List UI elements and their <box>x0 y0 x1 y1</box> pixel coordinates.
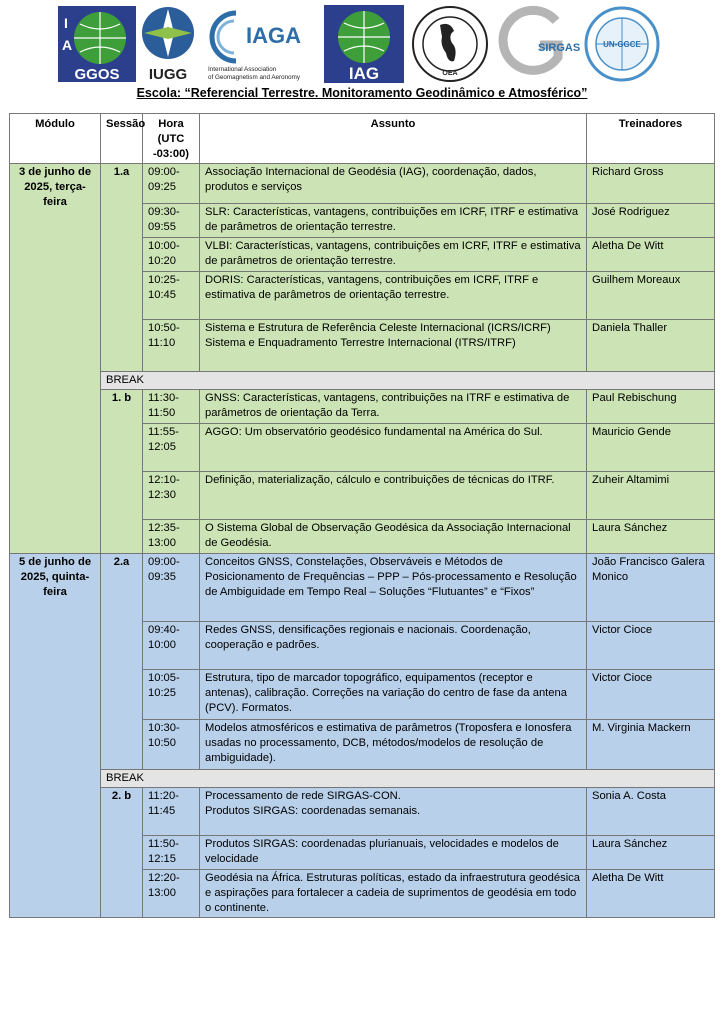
trainer-cell: João Francisco Galera Monico <box>587 554 715 622</box>
trainer-cell: M. Virginia Mackern <box>587 720 715 770</box>
session-cell: 1.a <box>101 164 143 372</box>
schedule-row <box>10 390 715 424</box>
time-cell: 09:30-09:55 <box>143 204 200 238</box>
trainer-cell: José Rodriguez <box>587 204 715 238</box>
header-modulo: Módulo <box>10 114 101 164</box>
session-cell: 2.a <box>101 554 143 770</box>
module-cell: 3 de junho de 2025, terça-feira <box>10 164 101 554</box>
ipgh-text: OEA <box>442 70 458 77</box>
un-ggcee-text: UN-GGCE <box>603 40 641 49</box>
subject-cell: AGGO: Um observatório geodésico fundamental na América do Sul. <box>200 424 587 472</box>
break-label: BREAK <box>101 770 715 788</box>
subject-cell: Estrutura, tipo de marcador topográfico, equipamentos (receptor e antenas), calibração. Correções na variação do centro de fase da antena (PCV). Formatos. <box>200 670 587 720</box>
header-assunto: Assunto <box>200 114 587 164</box>
sirgas-text: SIRGAS <box>538 42 581 54</box>
schedule-row <box>10 788 715 836</box>
subject-cell: SLR: Características, vantagens, contribuições em ICRF, ITRF e estimativa de parâmetros de orientação terrestre. <box>200 204 587 238</box>
subject-cell: Geodésia na África. Estruturas políticas, estado da infraestrutura geodésica e aspirações para fortalecer a cadeia de suprimentos de geodésia em todo o continente. <box>200 870 587 918</box>
iaga-text: IAGA <box>246 23 301 48</box>
trainer-cell: Sonia A. Costa <box>587 788 715 836</box>
trainer-cell: Richard Gross <box>587 164 715 204</box>
trainer-cell: Mauricio Gende <box>587 424 715 472</box>
un-ggcee-logo <box>578 4 666 84</box>
header-treinadores: Treinadores <box>587 114 715 164</box>
header-row <box>10 114 715 164</box>
trainer-cell: Victor Cioce <box>587 622 715 670</box>
trainer-cell: Aletha De Witt <box>587 238 715 272</box>
time-cell: 10:00-10:20 <box>143 238 200 272</box>
break-row <box>10 770 715 788</box>
schedule-body <box>10 164 715 918</box>
iugg-text: IUGG <box>148 66 188 83</box>
iaga-logo <box>206 4 316 84</box>
subject-cell: Modelos atmosféricos e estimativa de parâmetros (Troposfera e Ionosfera usadas no processamento, DCB, métodos/modelos de resolução de ambiguidade). <box>200 720 587 770</box>
subject-cell: Sistema e Estrutura de Referência Celeste Internacional (ICRS/ICRF) Sistema e Enquadramento Terrestre Internacional (ITRS/ITRF) <box>200 320 587 372</box>
time-cell: 10:50-11:10 <box>143 320 200 372</box>
header-hora: Hora (UTC -03:00) <box>143 114 200 164</box>
schedule-row <box>10 554 715 622</box>
trainer-cell: Laura Sánchez <box>587 836 715 870</box>
svg-text:A: A <box>62 37 73 53</box>
trainer-cell: Paul Rebischung <box>587 390 715 424</box>
trainer-cell: Zuheir Altamimi <box>587 472 715 520</box>
trainer-cell: Victor Cioce <box>587 670 715 720</box>
time-cell: 12:20-13:00 <box>143 870 200 918</box>
schedule-table <box>9 113 715 918</box>
module-cell: 5 de junho de 2025, quinta-feira <box>10 554 101 918</box>
iag-logo <box>324 4 404 84</box>
subject-cell: GNSS: Características, vantagens, contribuições na ITRF e estimativa de parâmetros de orientação da Terra. <box>200 390 587 424</box>
subject-cell: Produtos SIRGAS: coordenadas plurianuais, velocidades e modelos de velocidade <box>200 836 587 870</box>
break-row <box>10 372 715 390</box>
ggos-text: GGOS <box>74 66 120 83</box>
sirgas-logo <box>494 4 581 84</box>
time-cell: 11:55-12:05 <box>143 424 200 472</box>
break-label: BREAK <box>101 372 715 390</box>
subject-cell: DORIS: Características, vantagens, contribuições em ICRF, ITRF e estimativa de parâmetros de orientação terrestre. <box>200 272 587 320</box>
session-cell: 2. b <box>101 788 143 918</box>
trainer-cell: Guilhem Moreaux <box>587 272 715 320</box>
time-cell: 10:05-10:25 <box>143 670 200 720</box>
ipgh-logo <box>410 4 490 84</box>
time-cell: 09:00-09:25 <box>143 164 200 204</box>
svg-text:International Association: International Association <box>208 66 277 73</box>
trainer-cell: Daniela Thaller <box>587 320 715 372</box>
time-cell: 12:10-12:30 <box>143 472 200 520</box>
subject-cell: Conceitos GNSS, Constelações, Observáveis e Métodos de Posicionamento de Frequências – PPP – Pós-processamento e Resolução de Ambiguidade em Tempo Real – Soluções “Flutuantes” e “Fixos” <box>200 554 587 622</box>
svg-text:of Geomagnetism and Aeronomy: of Geomagnetism and Aeronomy <box>208 74 301 81</box>
subject-cell: Definição, materialização, cálculo e contribuições de técnicas do ITRF. <box>200 472 587 520</box>
trainer-cell: Aletha De Witt <box>587 870 715 918</box>
time-cell: 11:20-11:45 <box>143 788 200 836</box>
trainer-cell: Laura Sánchez <box>587 520 715 554</box>
subject-cell: Processamento de rede SIRGAS-CON. Produtos SIRGAS: coordenadas semanais. <box>200 788 587 836</box>
svg-text:I: I <box>64 15 68 31</box>
time-cell: 09:40-10:00 <box>143 622 200 670</box>
session-cell: 1. b <box>101 390 143 554</box>
time-cell: 10:30-10:50 <box>143 720 200 770</box>
header-sessao: Sessão <box>101 114 143 164</box>
iugg-logo <box>138 4 198 84</box>
time-cell: 09:00-09:35 <box>143 554 200 622</box>
time-cell: 11:30-11:50 <box>143 390 200 424</box>
time-cell: 11:50-12:15 <box>143 836 200 870</box>
time-cell: 10:25-10:45 <box>143 272 200 320</box>
iag-text: IAG <box>348 64 380 83</box>
subject-cell: VLBI: Características, vantagens, contribuições em ICRF, ITRF e estimativa de parâmetros de orientação terrestre. <box>200 238 587 272</box>
subject-cell: Redes GNSS, densificações regionais e nacionais. Coordenação, cooperação e padrões. <box>200 622 587 670</box>
time-cell: 12:35-13:00 <box>143 520 200 554</box>
logo-strip <box>58 4 666 84</box>
ggos-logo <box>58 4 136 84</box>
subject-cell: Associação Internacional de Geodésia (IAG), coordenação, dados, produtos e serviços <box>200 164 587 204</box>
page-title: Escola: “Referencial Terrestre. Monitoramento Geodinâmico e Atmosférico” <box>136 86 588 100</box>
schedule-row <box>10 164 715 204</box>
subject-cell: O Sistema Global de Observação Geodésica da Associação Internacional de Geodésia. <box>200 520 587 554</box>
